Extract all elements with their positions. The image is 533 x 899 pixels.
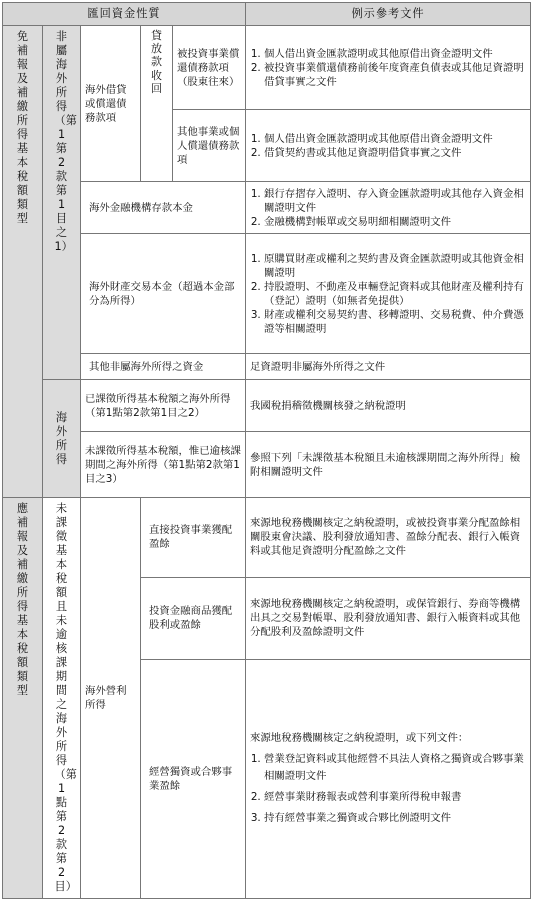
non-overseas-label-text: 非屬海外所得（第1第2款第1目之1） (54, 30, 77, 253)
b-row1-type: 直接投資事業獲配盈餘 (141, 498, 246, 578)
b-row2-type: 投資金融商品獲配股利或盈餘 (141, 577, 246, 659)
list-item: 2. 經營事業財務報表或營利事業所得稅申報書 (264, 789, 526, 806)
overseas-row1-type: 已課徵所得基本稅額之海外所得（第1點第2款第1目之2） (81, 380, 246, 432)
loan-row2-type: 其他事業或個人償還債務款項 (173, 110, 246, 182)
section-b-label-text: 應補報及補繳所得基本稅額類型 (16, 502, 29, 697)
header-fund-nature: 匯回資金性質 (3, 3, 246, 26)
loan-sub-label-text: 貸放款收回 (151, 29, 162, 95)
overseas-label-text: 海外所得 (55, 410, 68, 466)
loan-row1-type: 被投資事業償還債務款項（股東往來） (173, 26, 246, 110)
loan-row1-docs (246, 26, 531, 110)
list-item: 2. 借貸契約書或其他足資證明借貸事實之文件 (264, 146, 526, 160)
loan-category-label: 海外借貸或償還債務款項 (81, 26, 141, 182)
list-item: 1. 營業登記資料或其他經營不具法人資格之獨資或合夥事業相關證明文件 (264, 751, 526, 785)
list-item: 2. 被投資事業償還債務前後年度資產負債表或其他足資證明借貸事實之文件 (264, 61, 526, 89)
loan-sub-label (141, 26, 173, 182)
list-item: 1. 銀行存摺存入證明、存入資金匯款證明或其他存入資金相關證明文件 (264, 187, 526, 215)
non-overseas-label (43, 26, 81, 380)
table-row (3, 234, 531, 354)
overseas-label (43, 380, 81, 498)
fund-type-reference-table (2, 2, 531, 899)
property-docs (246, 234, 531, 354)
property-type: 海外財產交易本金（超過本金部分為所得） (81, 234, 246, 354)
section-a-label-text: 免補報及補繳所得基本稅額類型 (16, 30, 29, 225)
deposit-docs (246, 182, 531, 234)
b-row2-doc: 來源地稅務機關核定之納稅證明，或保管銀行、券商等機構出具之交易對帳單、股利發放通知書、銀行入帳資料或其他分配股利及盈餘證明文件 (246, 577, 531, 659)
list-item: 2. 金融機構對帳單或交易明細相關證明文件 (264, 215, 526, 229)
loan-row2-docs (246, 110, 531, 182)
b-row3-docs (246, 659, 531, 898)
table-row (3, 432, 531, 498)
table-row (3, 380, 531, 432)
b-row3-intro: 來源地稅務機關核定之納稅證明，或下列文件： (250, 732, 469, 745)
section-b-sub-label (43, 498, 81, 899)
table-row (3, 498, 531, 578)
overseas-row1-doc: 我國稅捐稽徵機關核發之納稅證明 (246, 380, 531, 432)
list-item: 2. 持股證明、不動產及車輛登記資料或其他財產及權利持有（登記）證明（如無者免提供） (264, 280, 526, 308)
section-a-label (3, 26, 43, 498)
document-table-wrapper (2, 2, 530, 899)
list-item: 1. 個人借出資金匯款證明或其他原借出資金證明文件 (264, 132, 526, 146)
other-fund-doc: 足資證明非屬海外所得之文件 (246, 354, 531, 380)
b-row1-doc: 來源地稅務機關核定之納稅證明，或被投資事業分配盈餘相關股東會決議、股利發放通知書、盈餘分配表、銀行入帳資料或其他足資證明分配盈餘之文件 (246, 498, 531, 578)
list-item: 1. 個人借出資金匯款證明或其他原借出資金證明文件 (264, 47, 526, 61)
other-fund-type: 其他非屬海外所得之資金 (81, 354, 246, 380)
list-item: 3. 財產或權利交易契約書、移轉證明、交易税費、仲介費憑證等相關證明 (264, 308, 526, 336)
header-reference-documents: 例示參考文件 (246, 3, 531, 26)
list-item: 1. 原購買財產或權利之契約書及資金匯款證明或其他資金相關證明 (264, 252, 526, 280)
section-b-label (3, 498, 43, 899)
table-header-row (3, 3, 531, 26)
b-row3-type: 經營獨資或合夥事業盈餘 (141, 659, 246, 898)
overseas-row2-type: 未課徵所得基本稅額，惟已逾核課期間之海外所得（第1點第2款第1目之3） (81, 432, 246, 498)
income-label: 海外營利所得 (81, 498, 141, 899)
table-row (3, 354, 531, 380)
overseas-row2-doc: 參照下列「未課徵基本稅額且未逾核課期間之海外所得」檢附相關證明文件 (246, 432, 531, 498)
section-b-sub-label-text: 未課徵基本稅額且未逾核課期間之海外所得（第1點第2款第2目） (54, 502, 77, 893)
list-item: 3. 持有經營事業之獨資或合夥比例證明文件 (264, 810, 526, 827)
table-row (3, 182, 531, 234)
deposit-type: 海外金融機構存款本金 (81, 182, 246, 234)
table-row (3, 26, 531, 110)
